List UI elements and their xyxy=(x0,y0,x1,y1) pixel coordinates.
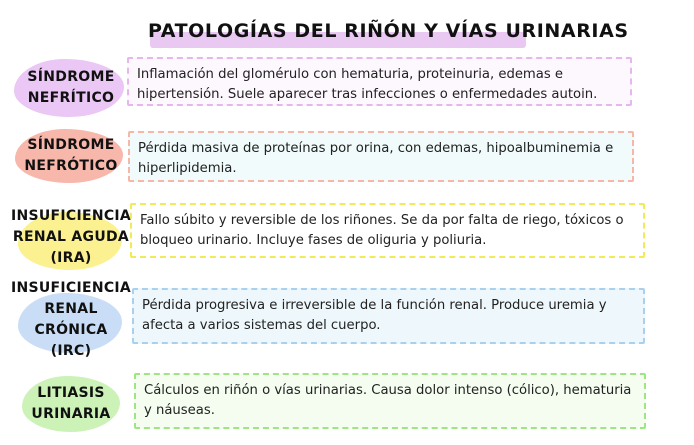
definition-box-nefrotico xyxy=(128,131,634,182)
label-text: INSUFICIENCIA RENAL CRÓNICA (IRC) xyxy=(10,280,132,359)
label-irc xyxy=(10,280,132,359)
label-ira xyxy=(12,198,130,276)
definition-text: Fallo súbito y reversible de los riñones. Se da por falta de riego, tóxicos o bloqueo urinario. Incluye fases de oliguria y poliuria. xyxy=(140,213,624,248)
definition-text: Inflamación del glomérulo con hematuria, proteinuria, edemas e hipertensión. Suele aparecer tras infecciones o enfermedades autoin. xyxy=(137,67,598,102)
definition-text: Cálculos en riñón o vías urinarias. Causa dolor intenso (cólico), hematuria y náuseas. xyxy=(144,383,632,418)
definition-text: Pérdida progresiva e irreversible de la función renal. Produce uremia y afecta a varios sistemas del cuerpo. xyxy=(142,298,607,333)
definition-box-litiasis xyxy=(134,373,646,429)
definition-box-nefritico xyxy=(127,57,632,106)
label-litiasis xyxy=(12,372,130,436)
page-title: PATOLOGÍAS DEL RIÑÓN Y VÍAS URINARIAS xyxy=(148,20,629,42)
label-nefritico xyxy=(12,56,130,120)
title-area xyxy=(148,18,629,50)
label-text: SÍNDROME NEFRÍTICO xyxy=(27,69,115,106)
definition-box-irc xyxy=(132,288,645,344)
definition-box-ira xyxy=(130,203,645,258)
definition-text: Pérdida masiva de proteínas por orina, con edemas, hipoalbuminemia e hiperlipidemia. xyxy=(138,141,614,176)
label-text: SÍNDROME NEFRÓTICO xyxy=(24,137,118,174)
label-nefrotico xyxy=(12,127,130,185)
label-text: INSUFICIENCIA RENAL AGUDA (IRA) xyxy=(10,207,132,266)
label-text: LITIASIS URINARIA xyxy=(31,385,111,422)
